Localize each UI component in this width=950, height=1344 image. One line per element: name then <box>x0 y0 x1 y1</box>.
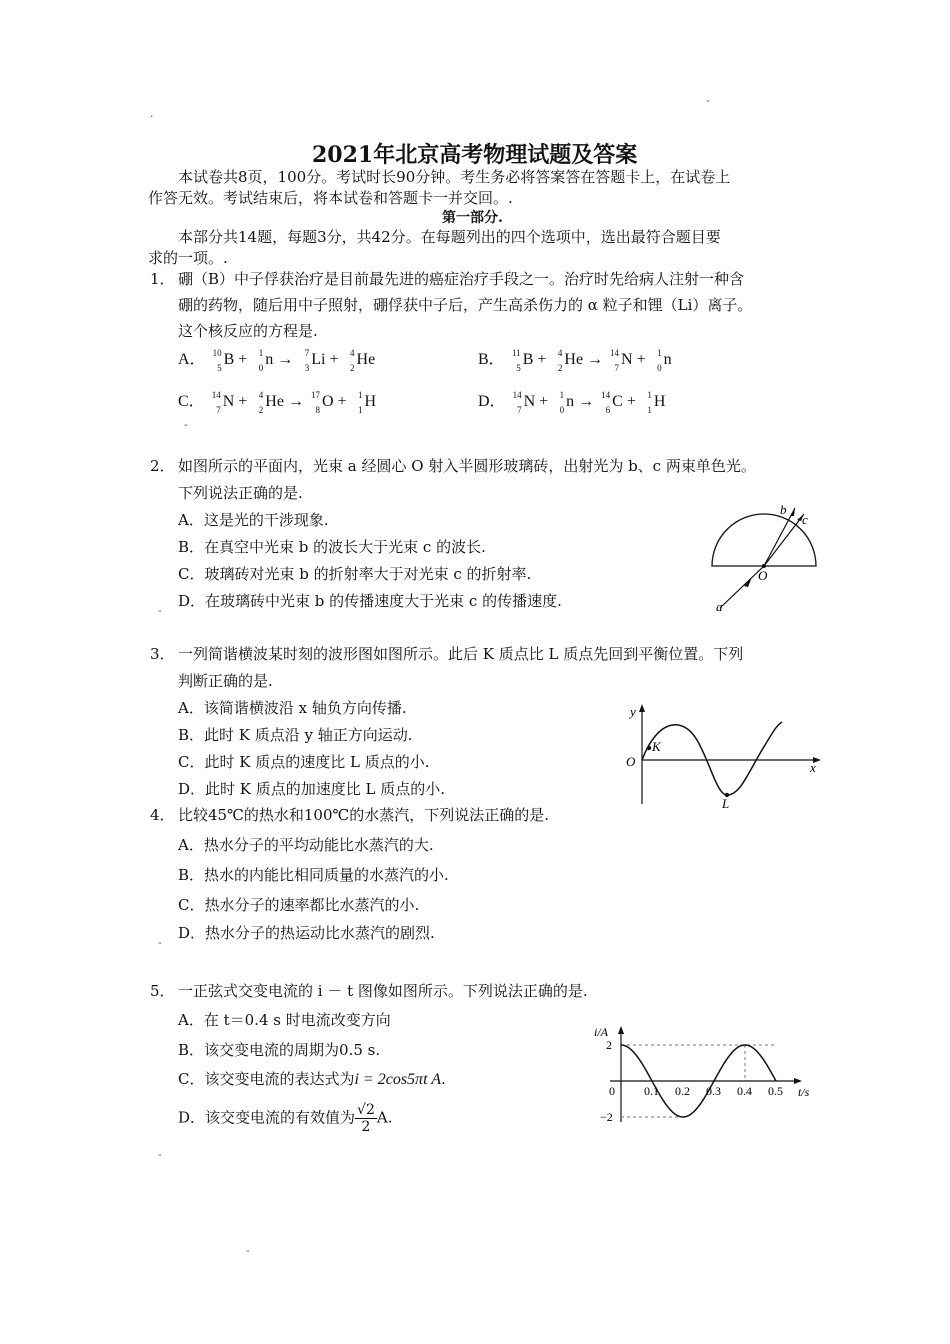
label-y: y <box>630 704 636 719</box>
x-tick-label: 0.5 <box>768 1084 783 1098</box>
label-o: O <box>626 754 636 769</box>
q5-option-a: A．在 t＝0.4 s 时电流改变方向 <box>178 1011 391 1029</box>
q2-option-a: A．这是光的干涉现象. <box>178 511 329 529</box>
q4-option-b: B．热水的内能比相同质量的水蒸汽的小. <box>178 866 449 884</box>
q2-line-1: 如图所示的平面内，光束 a 经圆心 O 射入半圆形玻璃砖，出射光为 b、c 两束单色光。 <box>178 457 756 475</box>
q1-number: 1． <box>150 270 175 288</box>
stray-mark: - <box>184 418 188 431</box>
label-o: O <box>758 568 768 583</box>
q3-option-d: D．此时 K 质点的加速度比 L 质点的小. <box>178 780 446 798</box>
q1-option-d: D． 14 7 N + 1 0 n → 14 6 C + 1 1 H <box>478 390 666 416</box>
q2-number: 2． <box>150 457 175 475</box>
label-c: c <box>802 512 808 527</box>
option-label: A． <box>178 351 206 368</box>
stray-mark: - <box>706 94 710 107</box>
x-tick-label: 0.3 <box>706 1084 721 1098</box>
section-desc-2: 求的一项。. <box>148 249 228 267</box>
q1-line-1: 硼（B）中子俘获治疗是目前最先进的癌症治疗手段之一。治疗时先给病人注射一种含 <box>178 270 745 288</box>
tick-pos-2: 2 <box>606 1038 612 1052</box>
q4-line-1: 比较45℃的热水和100℃的水蒸汽，下列说法正确的是. <box>178 806 550 824</box>
q2-line-2: 下列说法正确的是. <box>178 484 303 502</box>
point-k <box>647 746 651 750</box>
section-title: 第一部分. <box>442 210 503 226</box>
label-b: b <box>780 502 787 517</box>
x-tick-label: 0.1 <box>644 1084 659 1098</box>
y-axis-arrow <box>639 704 645 712</box>
q4-option-c: C．热水分子的速率都比水蒸汽的小. <box>178 896 420 914</box>
q1-option-b: B． 11 5 B + 4 2 He → 14 7 N + 1 0 n <box>478 348 672 374</box>
q2-semicircle-figure <box>700 498 830 618</box>
q1-line-3: 这个核反应的方程是. <box>178 322 318 340</box>
ray-a-arrow <box>744 577 752 587</box>
q3-line-2: 判断正确的是. <box>178 672 273 690</box>
q4-option-d: D．热水分子的热运动比水蒸汽的剧烈. <box>178 924 435 942</box>
q2-option-b: B．在真空中光束 b 的波长大于光束 c 的波长. <box>178 538 486 556</box>
label-x: x <box>810 760 816 775</box>
q3-line-1: 一列简谐横波某时刻的波形图如图所示。此后 K 质点比 L 质点先回到平衡位置。下列 <box>178 645 744 663</box>
q5-option-c: C．该交变电流的表达式为i = 2cos5πt A. <box>178 1070 446 1088</box>
stray-mark: - <box>158 604 162 617</box>
x-tick-labels <box>609 1084 783 1098</box>
x-tick-label: 0 <box>609 1084 615 1098</box>
label-l: L <box>722 796 730 810</box>
tick-neg-2: −2 <box>600 1110 613 1124</box>
wave-curve <box>642 722 782 795</box>
semicircle-glass <box>712 514 816 566</box>
q3-option-b: B．此时 K 质点沿 y 轴正方向运动. <box>178 726 413 744</box>
label-k: K <box>652 739 661 754</box>
q3-option-c: C．此时 K 质点的速度比 L 质点的小. <box>178 753 430 771</box>
q2-option-c: C．玻璃砖对光束 b 的折射率大于对光束 c 的折射率. <box>178 565 532 583</box>
x-tick-label: 0.2 <box>675 1084 690 1098</box>
y-axis-label: i/A <box>594 1025 608 1039</box>
q5-option-d: D．该交变电流的有效值为 $\frac{√2}{2}$ A. <box>178 1102 393 1135</box>
q1-option-c: C． 14 7 N + 4 2 He → 17 8 O + 1 1 H <box>178 390 377 416</box>
y-axis-arrow <box>618 1026 624 1034</box>
label-a: a <box>716 599 723 614</box>
q5-d-fraction: $\frac{√2}{2}$ <box>357 1102 375 1135</box>
stray-mark: · <box>150 110 154 123</box>
q5-current-chart <box>588 1022 820 1130</box>
ray-c <box>764 514 804 566</box>
q5-line-1: 一正弦式交变电流的 i － t 图像如图所示。下列说法正确的是. <box>178 982 588 1000</box>
q1-option-a: A． 10 5 B + 1 0 n → 7 3 Li + 4 2 He <box>178 348 376 374</box>
x-tick-label: 0.4 <box>737 1084 752 1098</box>
stray-mark: - <box>158 1148 162 1161</box>
q5-option-b: B．该交变电流的周期为0.5 s. <box>178 1041 381 1059</box>
q1-line-2: 硼的药物，随后用中子照射，硼俘获中子后，产生高杀伤力的 α 粒子和锂（Li）离子。 <box>178 296 753 314</box>
stray-mark: - <box>246 1244 250 1257</box>
x-axis-arrow <box>794 1078 802 1084</box>
q5-number: 5． <box>150 982 175 1000</box>
section-desc-1: 本部分共14题，每题3分，共42分。在每题列出的四个选项中，选出最符合题目要 <box>178 228 721 246</box>
intro-line-1: 本试卷共8页，100分。考试时长90分钟。考生务必将答案答在答题卡上，在试卷上 <box>178 168 731 186</box>
intro-line-2: 作答无效。考试结束后，将本试卷和答题卡一并交回。. <box>148 189 513 207</box>
q4-option-a: A．热水分子的平均动能比水蒸汽的大. <box>178 836 434 854</box>
q3-number: 3． <box>150 645 175 663</box>
q2-option-d: D．在玻璃砖中光束 b 的传播速度大于光束 c 的传播速度. <box>178 592 562 610</box>
q3-wave-figure <box>622 700 827 810</box>
q4-number: 4． <box>150 806 175 824</box>
x-axis-label: t/s <box>798 1085 810 1099</box>
stray-mark: - <box>158 936 162 949</box>
page-title: 2021年北京高考物理试题及答案 <box>312 142 638 168</box>
q3-option-a: A．该简谐横波沿 x 轴负方向传播. <box>178 699 407 717</box>
q5-c-equation: i = 2cos5πt A <box>354 1071 441 1088</box>
